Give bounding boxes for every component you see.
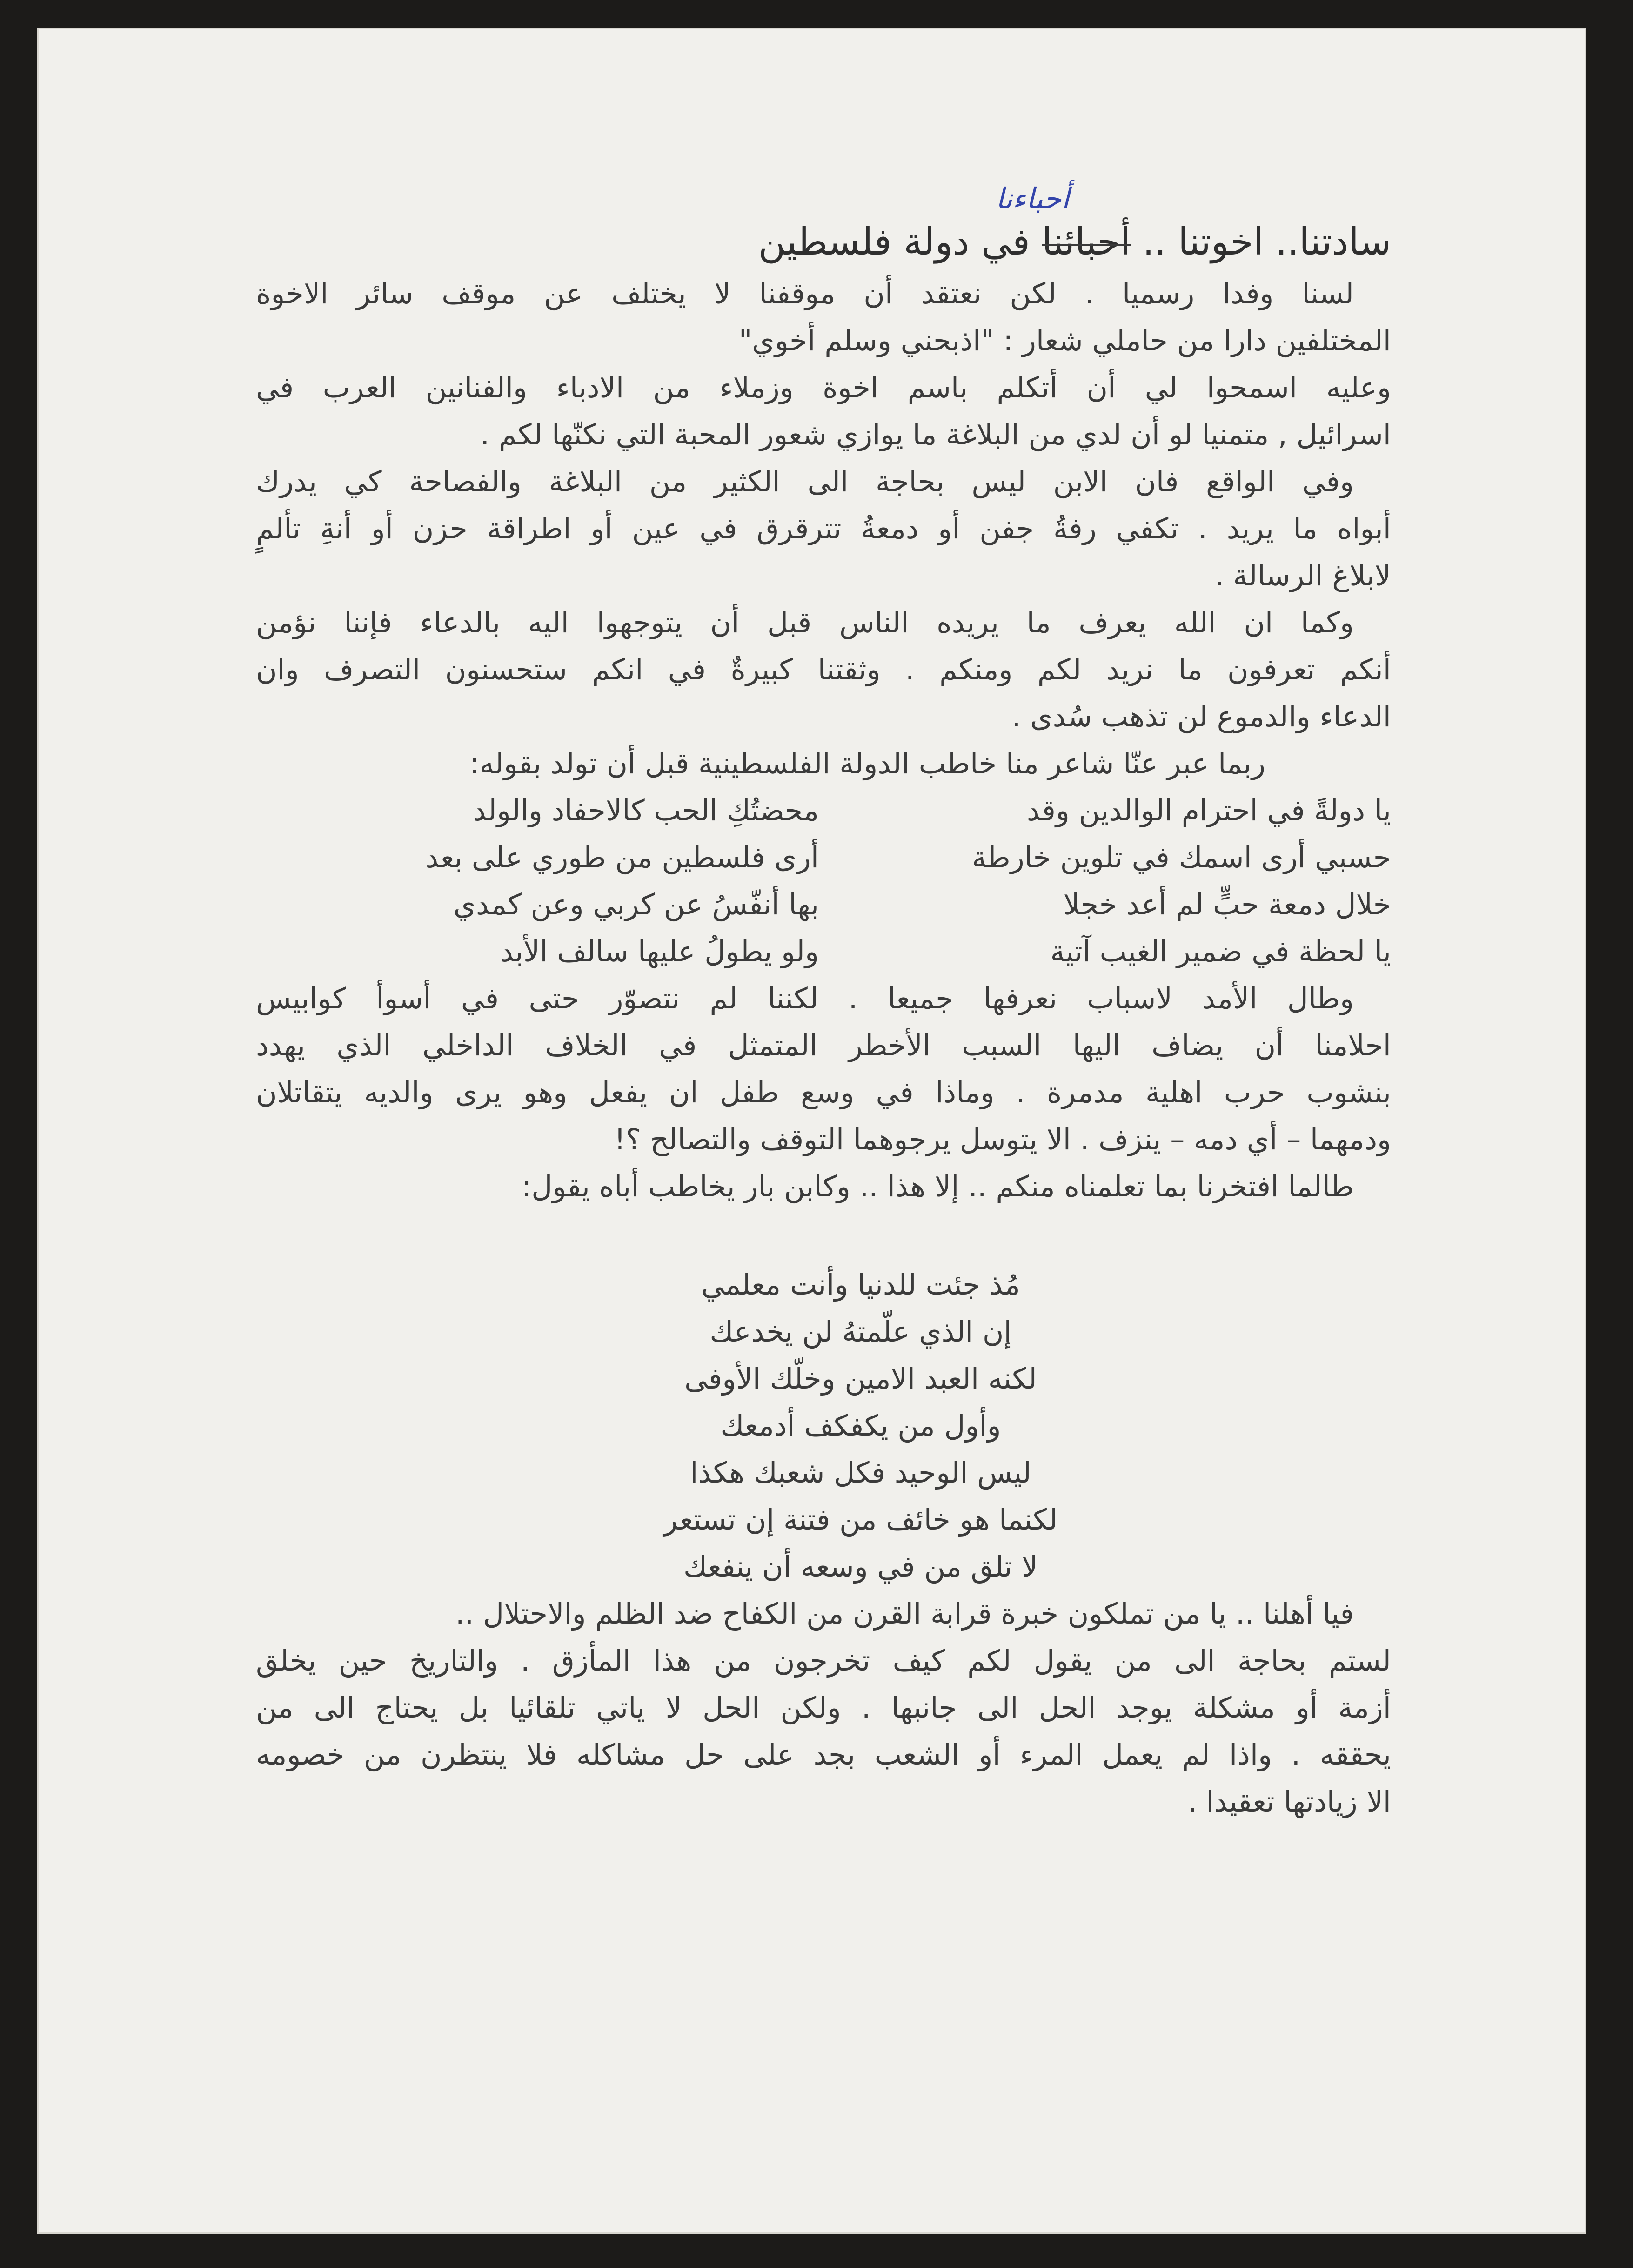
poem-line: ليس الوحيد فكل شعبك هكذا xyxy=(690,1456,1031,1490)
paragraph-line: أبواه ما يريد . تكفي رفةُ جفن أو دمعةُ تترقرق في عين أو اطراقة حزن أو أنةِ تألمٍ xyxy=(256,511,1391,545)
poem-line: لكنما هو خائف من فتنة إن تستعر xyxy=(663,1503,1058,1537)
poem-line: لا تلق من في وسعه أن ينفعك xyxy=(683,1550,1038,1584)
paragraph-line: لستم بحاجة الى من يقول لكم كيف تخرجون من هذا المأزق . والتاريخ حين يخلق xyxy=(256,1644,1391,1678)
paragraph-line: ودمهما – أي دمه – ينزف . الا يتوسل يرجوهما التوقف والتصالح ؟! xyxy=(614,1122,1391,1156)
verse-first-half: حسبي أرى اسمك في تلوين خارطة xyxy=(972,840,1391,874)
letter-title xyxy=(256,214,1391,270)
paragraph-line: المختلفين دارا من حاملي شعار : "اذبحني وسلم أخوي" xyxy=(738,323,1391,357)
title-start: سادتنا.. اخوتنا .. xyxy=(1131,220,1391,263)
poem-line: إن الذي علّمتهُ لن يخدعك xyxy=(709,1315,1012,1349)
verse-line xyxy=(256,928,1391,975)
paragraph-line: أنكم تعرفون ما نريد لكم ومنكم . وثقتنا كبيرةٌ في انكم ستحسنون التصرف وان xyxy=(256,652,1391,686)
verse-second-half: أرى فلسطين من طوري على بعد xyxy=(425,840,819,874)
paragraph-line: احلامنا أن يضاف اليها السبب الأخطر المتمثل في الخلاف الداخلي الذي يهدد xyxy=(256,1028,1391,1062)
verse-first-half: خلال دمعة حبٍّ لم أعد خجلا xyxy=(1063,887,1391,921)
paragraph-line: لسنا وفدا رسميا . لكن نعتقد أن موقفنا لا يختلف عن موقف سائر الاخوة xyxy=(256,276,1354,310)
verse-line xyxy=(256,881,1391,928)
verse-first-half: يا دولةً في احترام الوالدين وقد xyxy=(1026,793,1391,827)
paragraph-line: وكما ان الله يعرف ما يريده الناس قبل أن يتوجهوا اليه بالدعاء فإننا نؤمن xyxy=(256,605,1354,639)
paragraph-line: فيا أهلنا .. يا من تملكون خبرة قرابة القرن من الكفاح ضد الظلم والاحتلال .. xyxy=(455,1597,1354,1631)
verse-first-half: يا لحظة في ضمير الغيب آتية xyxy=(1050,934,1391,968)
paragraph-line: بنشوب حرب اهلية مدمرة . وماذا في وسع طفل ان يفعل وهو يرى والديه يتقاتلان xyxy=(256,1075,1391,1109)
paragraph-line: طالما افتخرنا بما تعلمناه منكم .. إلا هذا .. وكابن بار يخاطب أباه يقول: xyxy=(522,1169,1354,1203)
verse-second-half: بها أنفّسُ عن كربي وعن كمدي xyxy=(453,887,819,921)
paragraph-line: يحققه . واذا لم يعمل المرء أو الشعب بجد على حل مشاكله فلا ينتظرن من خصومه xyxy=(256,1738,1391,1771)
paragraph-line: الدعاء والدموع لن تذهب سُدى . xyxy=(1011,699,1391,733)
paragraph-line: ربما عبر عنّا شاعر منا خاطب الدولة الفلسطينية قبل أن تولد بقوله: xyxy=(469,746,1265,780)
paragraph-line: لابلاغ الرسالة . xyxy=(1214,558,1391,592)
verse-line xyxy=(256,834,1391,881)
handwritten-annotation: أحباءنا xyxy=(996,181,1070,215)
paragraph-line: أزمة أو مشكلة يوجد الحل الى جانبها . ولكن الحل لا ياتي تلقائيا بل يحتاج الى من xyxy=(256,1691,1391,1724)
verse-second-half: محضتُكِ الحب كالاحفاد والولد xyxy=(473,793,819,827)
poem-line: وأول من يكفكف أدمعك xyxy=(720,1409,1001,1443)
poem-line: مُذ جئت للدنيا وأنت معلمي xyxy=(701,1268,1020,1302)
paragraph-line: الا زيادتها تعقيدا . xyxy=(1188,1785,1391,1818)
paragraph-line: وعليه اسمحوا لي أن أتكلم باسم اخوة وزملاء من الادباء والفنانين العرب في xyxy=(256,370,1391,404)
paragraph-line: وفي الواقع فان الابن ليس بحاجة الى الكثير من البلاغة والفصاحة كي يدرك xyxy=(256,464,1354,498)
paper-sheet xyxy=(37,28,1586,2234)
poem-line: لكنه العبد الامين وخلّك الأوفى xyxy=(684,1362,1037,1396)
poem-gap xyxy=(256,1210,1391,1261)
paragraph-line: اسرائيل , متمنيا لو أن لدي من البلاغة ما يوازي شعور المحبة التي نكنّها لكم . xyxy=(480,417,1391,451)
verse-line xyxy=(256,787,1391,834)
title-end: في دولة فلسطين xyxy=(758,220,1042,263)
paragraph-line: وطال الأمد لاسباب نعرفها جميعا . لكننا لم نتصوّر حتى في أسوأ كوابيس xyxy=(256,981,1354,1015)
verse-second-half: ولو يطولُ عليها سالف الأبد xyxy=(500,934,819,968)
struck-word: أحبائنا xyxy=(1042,220,1131,263)
letter-body xyxy=(256,214,1391,1825)
